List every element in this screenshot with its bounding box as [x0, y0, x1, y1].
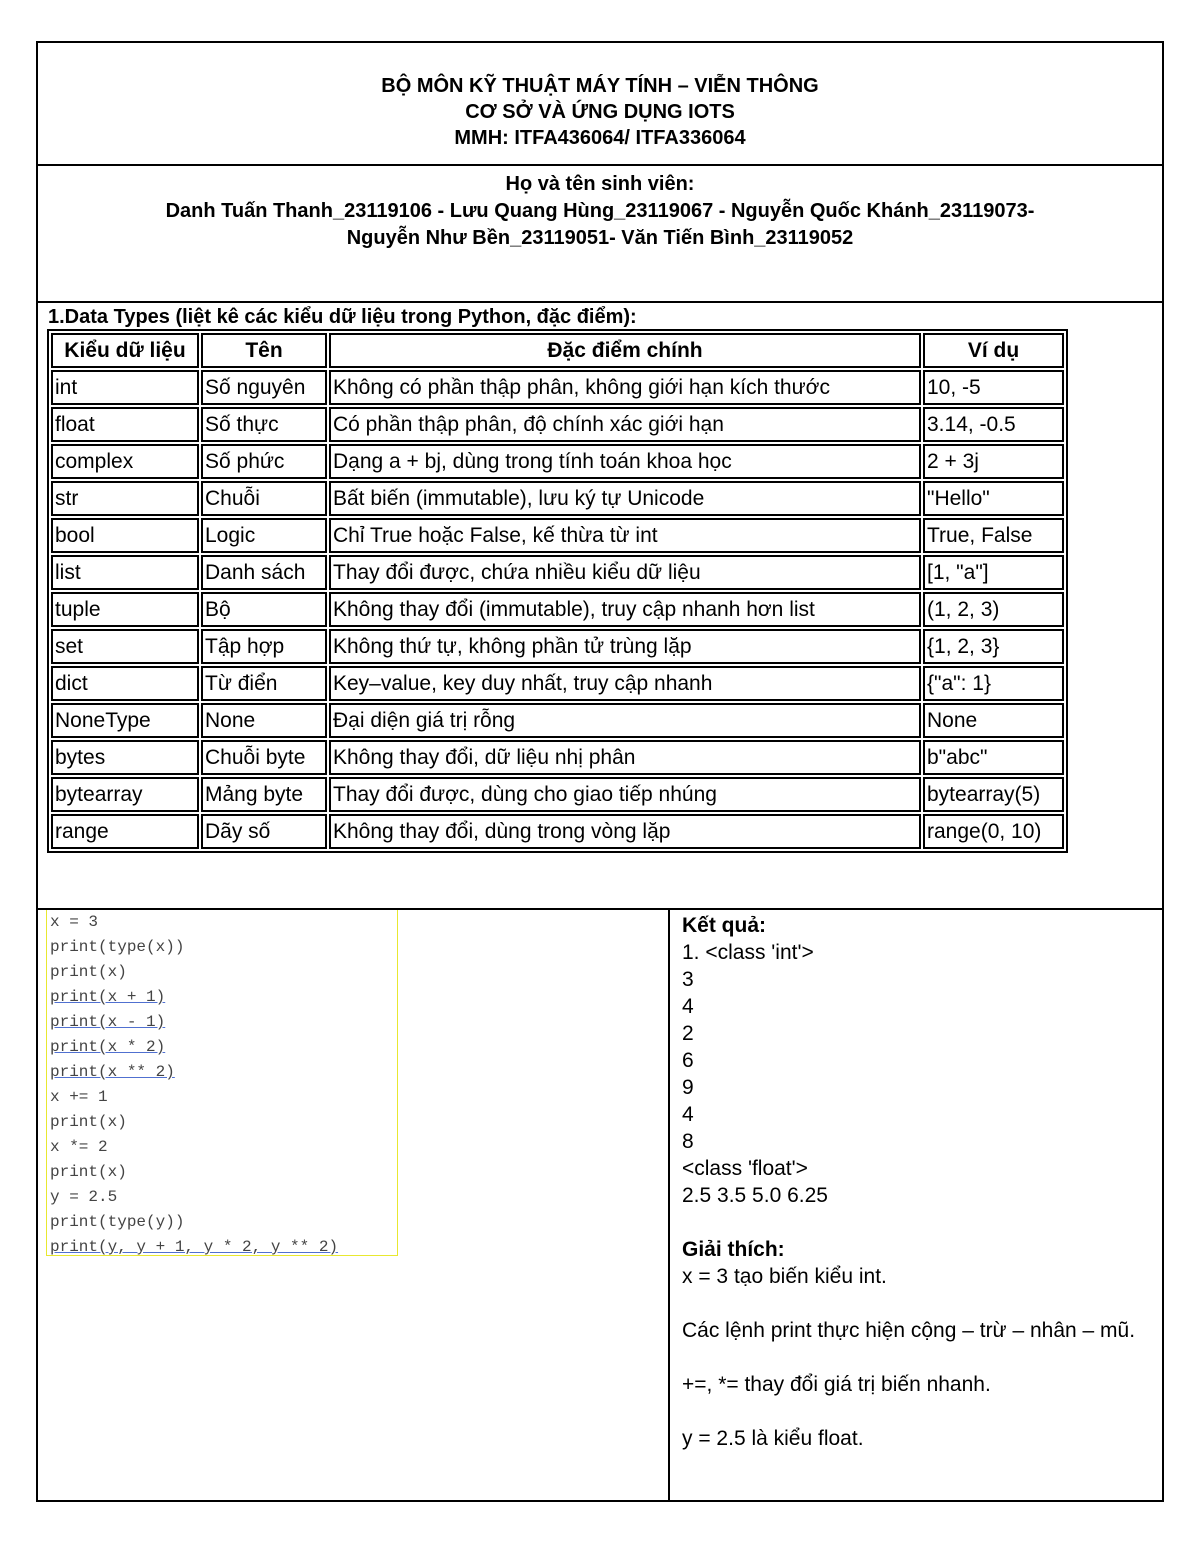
result-line: 6 [682, 1049, 694, 1072]
cell-name: Bộ [201, 592, 327, 627]
code-line: print(x) [50, 1163, 127, 1181]
result-title: Kết quả: [682, 914, 766, 937]
cell-type: range [51, 814, 199, 849]
cell-example: True, False [923, 518, 1064, 553]
cell-type: set [51, 629, 199, 664]
code-line: x *= 2 [50, 1138, 108, 1156]
course-code: MMH: ITFA436064/ ITFA336064 [454, 127, 746, 149]
table-row [51, 814, 1064, 849]
code-snippet [46, 910, 398, 1256]
explain-paragraph: x = 3 tạo biến kiểu int. [682, 1265, 887, 1288]
cell-type: complex [51, 444, 199, 479]
cell-example: range(0, 10) [923, 814, 1064, 849]
cell-features: Không thay đổi (immutable), truy cập nhanh hơn list [329, 592, 921, 627]
cell-features: Chỉ True hoặc False, kế thừa từ int [329, 518, 921, 553]
result-line: 9 [682, 1076, 694, 1099]
result-line: 1. <class 'int'> [682, 941, 814, 964]
cell-features: Thay đổi được, chứa nhiều kiểu dữ liệu [329, 555, 921, 590]
students-line-1: Danh Tuấn Thanh_23119106 - Lưu Quang Hùng_23119067 - Nguyễn Quốc Khánh_23119073- [165, 200, 1035, 222]
cell-features: Không thứ tự, không phần tử trùng lặp [329, 629, 921, 664]
section-title: 1.Data Types (liệt kê các kiểu dữ liệu trong Python, đặc điểm): [48, 306, 637, 328]
cell-name: Số nguyên [201, 370, 327, 405]
cell-name: Chuỗi [201, 481, 327, 516]
cell-name: Mảng byte [201, 777, 327, 812]
cell-example: {"a": 1} [923, 666, 1064, 701]
header-type: Kiểu dữ liệu [51, 333, 199, 368]
table-row [51, 740, 1064, 775]
cell-type: dict [51, 666, 199, 701]
cell-name: Logic [201, 518, 327, 553]
explain-paragraph: y = 2.5 là kiểu float. [682, 1427, 864, 1450]
example-section [38, 908, 1162, 1502]
cell-type: int [51, 370, 199, 405]
cell-example: {1, 2, 3} [923, 629, 1064, 664]
cell-name: Số phức [201, 444, 327, 479]
cell-type: list [51, 555, 199, 590]
explain-paragraph: +=, *= thay đổi giá trị biến nhanh. [682, 1373, 991, 1396]
table-row [51, 666, 1064, 701]
cell-features: Key–value, key duy nhất, truy cập nhanh [329, 666, 921, 701]
table-row [51, 407, 1064, 442]
cell-name: Số thực [201, 407, 327, 442]
cell-type: bool [51, 518, 199, 553]
cell-example: 3.14, -0.5 [923, 407, 1064, 442]
table-row [51, 370, 1064, 405]
header-name: Tên [201, 333, 327, 368]
cell-type: bytes [51, 740, 199, 775]
cell-features: Không thay đổi, dữ liệu nhị phân [329, 740, 921, 775]
table-row [51, 555, 1064, 590]
result-line: 2 [682, 1022, 694, 1045]
students-line-2: Nguyễn Như Bền_23119051- Văn Tiến Bình_23119052 [346, 227, 854, 249]
cell-features: Dạng a + bj, dùng trong tính toán khoa học [329, 444, 921, 479]
cell-name: None [201, 703, 327, 738]
course-title: CƠ SỞ VÀ ỨNG DỤNG IOTS [465, 101, 735, 123]
cell-example: (1, 2, 3) [923, 592, 1064, 627]
code-line: y = 2.5 [50, 1188, 118, 1206]
cell-example: b"abc" [923, 740, 1064, 775]
code-line: print(y, y + 1, y * 2, y ** 2) [50, 1238, 339, 1256]
table-row [51, 481, 1064, 516]
header-features: Đặc điểm chính [329, 333, 921, 368]
code-line: x = 3 [50, 913, 99, 931]
explain-title: Giải thích: [682, 1238, 785, 1261]
code-column [38, 910, 670, 1502]
cell-type: tuple [51, 592, 199, 627]
cell-name: Tập hợp [201, 629, 327, 664]
table-row [51, 703, 1064, 738]
code-line: print(x) [50, 963, 127, 981]
cell-features: Bất biến (immutable), lưu ký tự Unicode [329, 481, 921, 516]
table-row [51, 592, 1064, 627]
code-line: print(x) [50, 1113, 127, 1131]
table-row [51, 777, 1064, 812]
code-line: print(x ** 2) [50, 1063, 175, 1081]
table-row [51, 518, 1064, 553]
students-label: Họ và tên sinh viên: [505, 173, 695, 195]
cell-example: [1, "a"] [923, 555, 1064, 590]
explain-paragraph: Các lệnh print thực hiện cộng – trừ – nhân – mũ. [682, 1319, 1136, 1342]
result-line: 3 [682, 968, 694, 991]
document-header [38, 43, 1162, 166]
cell-example: 2 + 3j [923, 444, 1064, 479]
table-row [51, 629, 1064, 664]
header-example: Ví dụ [923, 333, 1064, 368]
code-line: x += 1 [50, 1088, 108, 1106]
table-header-row [51, 333, 1064, 368]
code-line: print(type(y)) [50, 1213, 185, 1231]
table-row [51, 444, 1064, 479]
result-column [682, 912, 1152, 1452]
result-line: 8 [682, 1130, 694, 1153]
cell-type: float [51, 407, 199, 442]
code-line: print(x + 1) [50, 988, 166, 1006]
cell-features: Không có phần thập phân, không giới hạn kích thước [329, 370, 921, 405]
cell-features: Đại diện giá trị rỗng [329, 703, 921, 738]
cell-name: Chuỗi byte [201, 740, 327, 775]
cell-name: Dãy số [201, 814, 327, 849]
result-line: 4 [682, 995, 694, 1018]
cell-example: 10, -5 [923, 370, 1064, 405]
department-title: BỘ MÔN KỸ THUẬT MÁY TÍNH – VIỄN THÔNG [381, 75, 819, 97]
cell-type: bytearray [51, 777, 199, 812]
data-types-table [47, 329, 1068, 853]
code-line: print(x * 2) [50, 1038, 166, 1056]
code-line: print(x - 1) [50, 1013, 166, 1031]
cell-example: bytearray(5) [923, 777, 1064, 812]
cell-type: NoneType [51, 703, 199, 738]
student-names-block [38, 166, 1162, 303]
cell-example: "Hello" [923, 481, 1064, 516]
cell-example: None [923, 703, 1064, 738]
cell-features: Có phần thập phân, độ chính xác giới hạn [329, 407, 921, 442]
result-line: <class 'float'> [682, 1157, 808, 1180]
cell-features: Không thay đổi, dùng trong vòng lặp [329, 814, 921, 849]
cell-type: str [51, 481, 199, 516]
result-line: 2.5 3.5 5.0 6.25 [682, 1184, 828, 1207]
code-line: print(type(x)) [50, 938, 185, 956]
cell-name: Danh sách [201, 555, 327, 590]
cell-features: Thay đổi được, dùng cho giao tiếp nhúng [329, 777, 921, 812]
cell-name: Từ điển [201, 666, 327, 701]
result-line: 4 [682, 1103, 694, 1126]
document-page [36, 41, 1164, 1502]
